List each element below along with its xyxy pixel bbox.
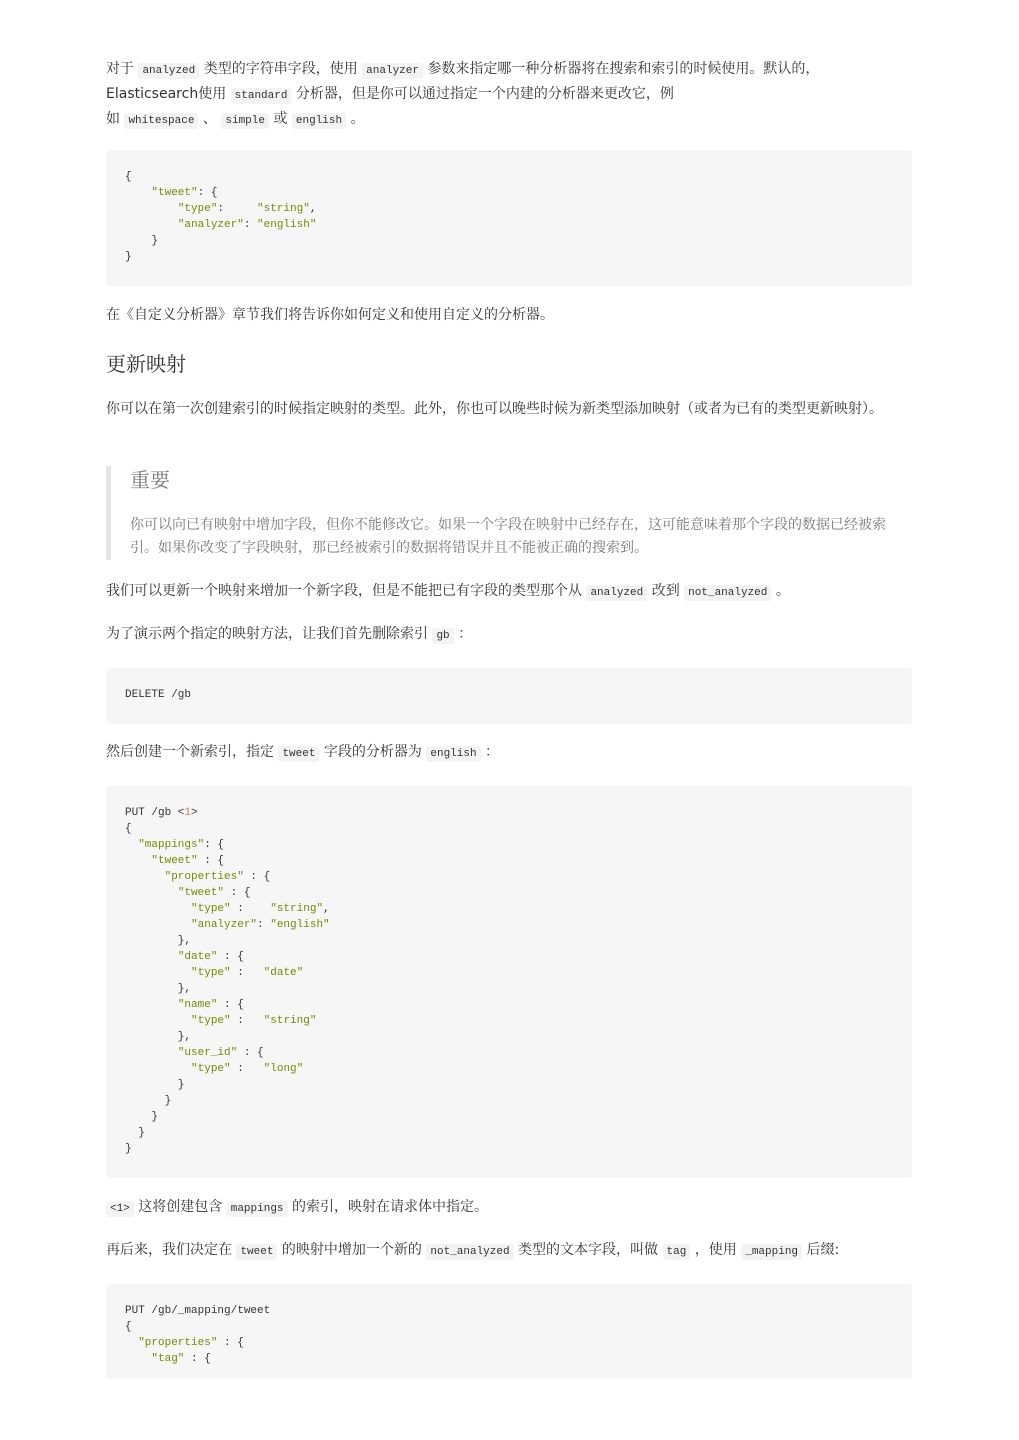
important-note	[106, 466, 912, 560]
text: ：	[458, 626, 473, 642]
inline-code: tweet	[278, 746, 319, 762]
text: 然后创建一个新索引，指定	[106, 744, 274, 760]
code-block-put-mapping: PUT /gb/_mapping/tweet { "properties" : { "tag" : {	[106, 1284, 912, 1379]
code-block-tweet-analyzer: { "tweet": { "type": "string", "analyzer": "english" } }	[106, 150, 912, 286]
text: 的索引，映射在请求体中指定。	[291, 1199, 488, 1215]
inline-code: _mapping	[741, 1244, 802, 1260]
text: 再后来，我们决定在	[106, 1242, 232, 1258]
inline-code: simple	[221, 113, 269, 129]
text: 这将创建包含	[138, 1199, 223, 1215]
inline-code: not_analyzed	[426, 1244, 513, 1260]
inline-code: tag	[663, 1244, 691, 1260]
delete-index-paragraph	[106, 623, 912, 648]
inline-code: whitespace	[124, 113, 198, 129]
inline-code: gb	[432, 628, 453, 644]
text: 后缀:	[806, 1242, 840, 1258]
intro-paragraph	[106, 58, 912, 133]
text: 类型的文本字段，叫做	[518, 1242, 659, 1258]
text: 对于	[106, 61, 134, 77]
text: 。	[775, 583, 790, 599]
text: 、	[202, 111, 217, 127]
inline-code: analyzed	[138, 63, 199, 79]
inline-code: not_analyzed	[684, 585, 771, 601]
inline-code: analyzer	[362, 63, 423, 79]
callout-paragraph	[106, 1196, 912, 1221]
inline-code: <1>	[106, 1201, 134, 1217]
text: 类型的字符串字段，使用	[203, 61, 358, 77]
text: 我们可以更新一个映射来增加一个新字段，但是不能把已有字段的类型那个从	[106, 583, 582, 599]
text: 为了演示两个指定的映射方法，让我们首先删除索引	[106, 626, 428, 642]
text: 改到	[651, 583, 680, 599]
note-text: 你可以向已有映射中增加字段，但你不能修改它。如果一个字段在映射中已经存在，这可能意味着那个字段的数据已经被索引。如果你改变了字段映射，那已经被索引的数据将错误并且不能被正确的搜索到。	[130, 517, 886, 556]
code-block-delete: DELETE /gb	[106, 668, 912, 724]
inline-code: mappings	[227, 1201, 288, 1217]
text: ：	[485, 744, 500, 760]
inline-code: analyzed	[586, 585, 647, 601]
text: 分析器，但是你可以通过指定一个内建的分析器来更改它，例	[295, 86, 674, 102]
inline-code: standard	[231, 88, 292, 104]
section-heading: 更新映射	[106, 352, 186, 376]
update-mapping-paragraph: 你可以在第一次创建索引的时候指定映射的类型。此外，你也可以晚些时候为新类型添加映射（或者为已有的类型更新映射）。	[106, 401, 883, 417]
field-type-paragraph	[106, 580, 912, 605]
code-block-create-index: PUT /gb <1> { "mappings": { "tweet" : { "properties" : { "tweet" : { "type" : "string", "analyzer": "english" }, "date" : { "type" : "date" }, "name" : { "type" : "string" }, "user_id" : { "type" : "long" } } } } }	[106, 786, 912, 1178]
create-index-paragraph	[106, 741, 912, 766]
add-field-paragraph	[106, 1239, 912, 1264]
text: Elasticsearch使用	[106, 86, 227, 102]
inline-code: english	[426, 746, 480, 762]
text: 如	[106, 111, 120, 127]
text: 的映射中增加一个新的	[281, 1242, 422, 1258]
text: 。	[350, 111, 365, 127]
custom-analyzer-paragraph: 在《自定义分析器》章节我们将告诉你如何定义和使用自定义的分析器。	[106, 307, 554, 323]
text: 字段的分析器为	[323, 744, 422, 760]
text: ，使用	[694, 1242, 737, 1258]
note-title: 重要	[130, 468, 170, 492]
inline-code: tweet	[236, 1244, 277, 1260]
inline-code: english	[292, 113, 346, 129]
text: 或	[273, 111, 288, 127]
text: 参数来指定哪一种分析器将在搜索和索引的时候使用。默认的，	[427, 61, 820, 77]
